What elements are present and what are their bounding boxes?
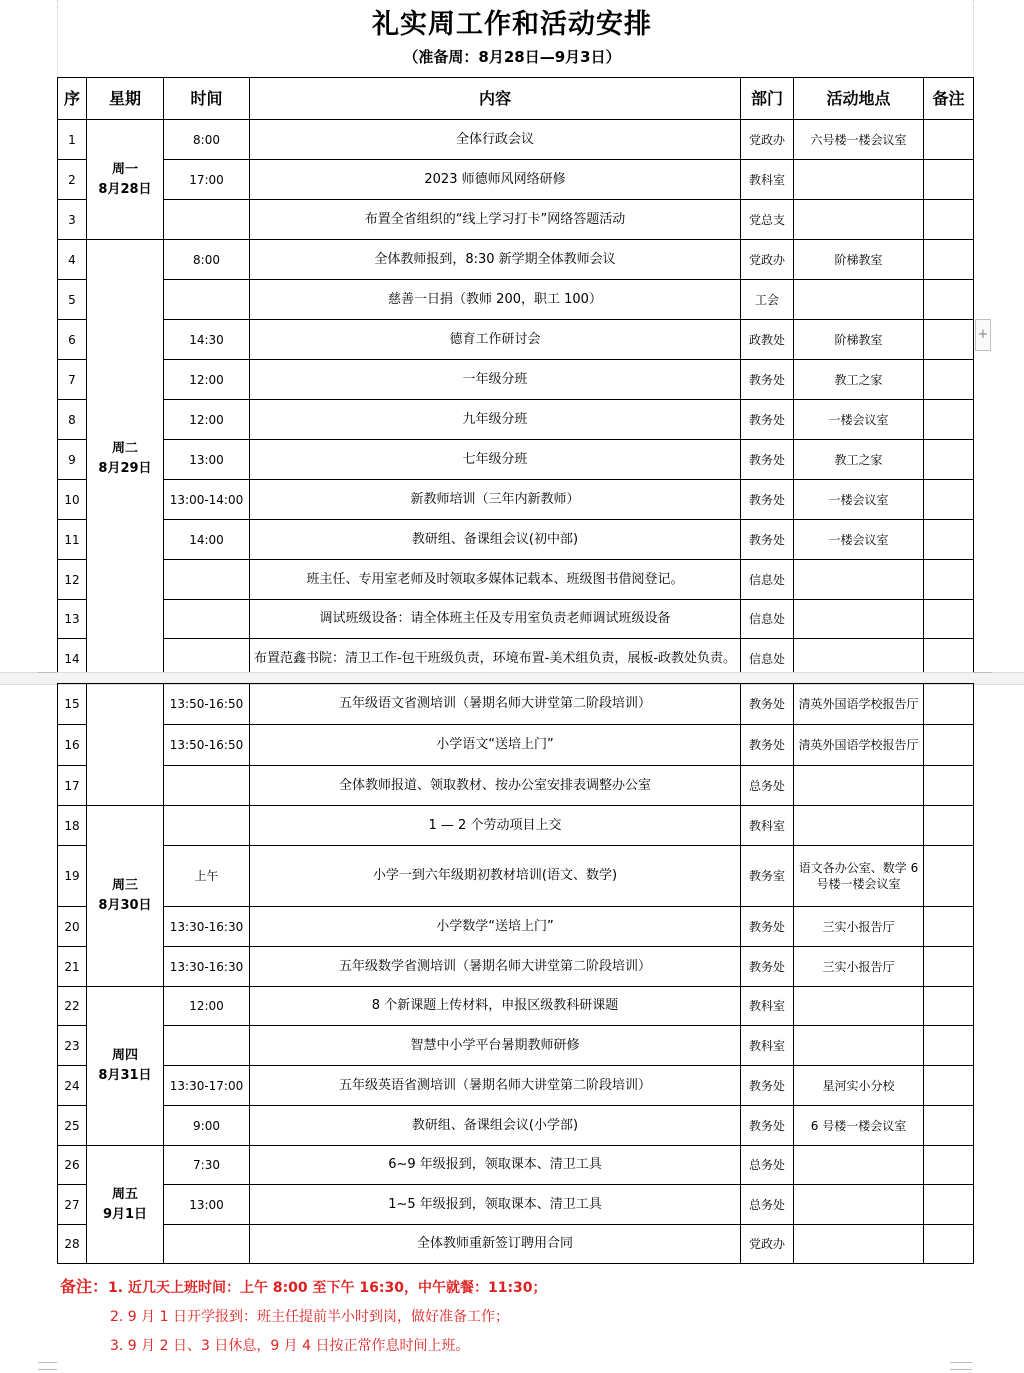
table-row [58,1066,974,1106]
row-remark [924,240,974,280]
row-time [164,766,250,806]
row-dept: 总务处 [741,766,794,806]
row-content: 班主任、专用室老师及时领取多媒体记载本、班级图书借阅登记。 [250,560,741,600]
table-row [58,520,974,560]
table-header-row [58,78,974,120]
row-no: 9 [58,440,87,480]
row-place [794,987,924,1026]
row-time: 13:30-16:30 [164,907,250,947]
row-content: 七年级分班 [250,440,741,480]
row-dept: 教务处 [741,907,794,947]
page-corner-mark [38,1362,57,1370]
note-line-2: 2. 9 月 1 日开学报到：班主任提前半小时到岗，做好准备工作； [110,1309,509,1325]
row-remark [924,684,974,725]
row-no: 26 [58,1146,87,1185]
table-row [58,1026,974,1066]
row-dept: 总务处 [741,1185,794,1225]
row-dept: 教务室 [741,846,794,907]
table-row [58,987,974,1026]
row-place [794,160,924,200]
table-row [58,947,974,987]
row-time: 8:00 [164,240,250,280]
row-content: 全体教师报道、领取教材、按办公室安排表调整办公室 [250,766,741,806]
table-row [58,160,974,200]
table-row [58,600,974,639]
row-content: 1~5 年级报到，领取课本、清卫工具 [250,1185,741,1225]
row-remark [924,160,974,200]
row-dept: 总务处 [741,1146,794,1185]
row-time: 13:00 [164,440,250,480]
row-remark [924,440,974,480]
add-row-icon[interactable]: + [975,319,991,351]
row-content: 2023 师德师风网络研修 [250,160,741,200]
row-dept: 党政办 [741,120,794,160]
row-remark [924,480,974,520]
row-time: 13:30-16:30 [164,947,250,987]
row-no: 27 [58,1185,87,1225]
row-content: 慈善一日捐（教师 200，职工 100） [250,280,741,320]
row-no: 1 [58,120,87,160]
row-time: 14:30 [164,320,250,360]
row-time: 12:00 [164,360,250,400]
row-time [164,1026,250,1066]
row-place: 一楼会议室 [794,400,924,440]
row-place [794,280,924,320]
row-remark [924,1225,974,1264]
row-time [164,806,250,846]
header-dept: 部门 [741,78,794,120]
row-content: 1 — 2 个劳动项目上交 [250,806,741,846]
row-time: 13:00 [164,1185,250,1225]
row-dept: 教科室 [741,160,794,200]
row-time [164,560,250,600]
row-place: 三实小报告厅 [794,907,924,947]
row-place: 清英外国语学校报告厅 [794,684,924,725]
row-dept: 教务处 [741,360,794,400]
table-row [58,806,974,846]
row-no: 3 [58,200,87,240]
row-content: 布置全省组织的“线上学习打卡”网络答题活动 [250,200,741,240]
day-cell-wed [87,806,164,987]
row-remark [924,1185,974,1225]
row-no: 22 [58,987,87,1026]
row-time [164,280,250,320]
day-name: 周一 [111,161,138,177]
row-place: 教工之家 [794,440,924,480]
row-time [164,200,250,240]
row-content: 智慧中小学平台暑期教师研修 [250,1026,741,1066]
row-place: 6 号楼一楼会议室 [794,1106,924,1146]
header-time: 时间 [164,78,250,120]
row-remark [924,400,974,440]
row-dept: 党总支 [741,200,794,240]
row-time: 上午 [164,846,250,907]
row-content: 教研组、备课组会议(小学部) [250,1106,741,1146]
note-text-1: 1. 近几天上班时间：上午 8:00 至下午 16:30，中午就餐：11:30； [108,1280,547,1296]
row-no: 18 [58,806,87,846]
row-content: 调试班级设备：请全体班主任及专用室负责老师调试班级设备 [250,600,741,639]
row-time: 9:00 [164,1106,250,1146]
row-time: 17:00 [164,160,250,200]
row-place [794,560,924,600]
day-date: 9月1日 [102,1206,148,1222]
row-no: 11 [58,520,87,560]
table-row [58,907,974,947]
header-content: 内容 [250,78,741,120]
row-remark [924,280,974,320]
row-content: 全体教师重新签订聘用合同 [250,1225,741,1264]
row-content: 一年级分班 [250,360,741,400]
row-dept: 党政办 [741,240,794,280]
row-remark [924,907,974,947]
table-row [58,120,974,160]
row-dept: 党政办 [741,1225,794,1264]
row-time: 13:30-17:00 [164,1066,250,1106]
table-row [58,766,974,806]
row-remark [924,987,974,1026]
row-place [794,1225,924,1264]
row-no: 20 [58,907,87,947]
row-content: 8 个新课题上传材料，申报区级教科研课题 [250,987,741,1026]
row-time [164,600,250,639]
note-line-3: 3. 9 月 2 日、3 日休息，9 月 4 日按正常作息时间上班。 [110,1338,470,1354]
row-place: 三实小报告厅 [794,947,924,987]
row-remark [924,360,974,400]
table-row [58,200,974,240]
day-name: 周三 [111,878,138,893]
row-place: 六号楼一楼会议室 [794,120,924,160]
row-content: 小学一到六年级期初教材培训(语文、数学) [250,846,741,907]
row-time: 12:00 [164,987,250,1026]
row-content: 教研组、备课组会议(初中部) [250,520,741,560]
row-no: 4 [58,240,87,280]
row-place: 一楼会议室 [794,480,924,520]
row-time: 14:00 [164,520,250,560]
table-row [58,440,974,480]
row-no: 16 [58,725,87,766]
row-content: 全体行政会议 [250,120,741,160]
table-row [58,725,974,766]
row-dept: 教务处 [741,1106,794,1146]
page-corner-mark [38,668,57,673]
row-time: 8:00 [164,120,250,160]
row-remark [924,725,974,766]
table-row [58,684,974,725]
row-no: 5 [58,280,87,320]
row-place [794,200,924,240]
row-dept: 教科室 [741,806,794,846]
row-place [794,1026,924,1066]
row-no: 12 [58,560,87,600]
row-remark [924,560,974,600]
row-content: 德育工作研讨会 [250,320,741,360]
row-dept: 信息处 [741,560,794,600]
row-dept: 教科室 [741,987,794,1026]
row-remark [924,1066,974,1106]
notes-block [60,1272,547,1361]
row-place: 阶梯教室 [794,320,924,360]
day-cell-tue [87,240,164,679]
row-time: 13:50-16:50 [164,684,250,725]
day-name: 周二 [111,441,138,456]
note-line-1 [60,1272,547,1303]
row-remark [924,1026,974,1066]
table-row [58,1225,974,1264]
row-remark [924,1146,974,1185]
row-no: 23 [58,1026,87,1066]
row-no: 19 [58,846,87,907]
page-subtitle: （准备周：8月28日—9月3日） [403,48,621,66]
row-place: 教工之家 [794,360,924,400]
day-cell-tue-continued [87,684,164,806]
row-remark [924,766,974,806]
row-content: 九年级分班 [250,400,741,440]
row-dept: 信息处 [741,639,794,679]
row-remark [924,120,974,160]
row-place: 阶梯教室 [794,240,924,280]
row-remark [924,806,974,846]
row-no: 24 [58,1066,87,1106]
row-content: 五年级英语省测培训（暑期名师大讲堂第二阶段培训） [250,1066,741,1106]
row-dept: 信息处 [741,600,794,639]
row-no: 15 [58,684,87,725]
day-date: 8月28日 [98,181,152,197]
header-day: 星期 [87,78,164,120]
row-remark [924,200,974,240]
row-place [794,806,924,846]
row-remark [924,947,974,987]
row-dept: 工会 [741,280,794,320]
table-row [58,320,974,360]
row-dept: 教务处 [741,684,794,725]
table-row [58,400,974,440]
row-remark [924,520,974,560]
table-row [58,1185,974,1225]
row-place [794,1185,924,1225]
row-content: 6~9 年级报到，领取课本、清卫工具 [250,1146,741,1185]
header-remark: 备注 [924,78,974,120]
day-date: 8月30日 [98,898,152,913]
table-row [58,846,974,907]
row-no: 14 [58,639,87,679]
row-time: 13:50-16:50 [164,725,250,766]
row-content: 五年级数学省测培训（暑期名师大讲堂第二阶段培训） [250,947,741,987]
row-remark [924,320,974,360]
row-place: 星河实小分校 [794,1066,924,1106]
row-time: 12:00 [164,400,250,440]
row-remark [924,846,974,907]
header-no: 序 [58,78,87,120]
page-corner-mark [950,1362,972,1370]
row-no: 2 [58,160,87,200]
row-content: 全体教师报到，8:30 新学期全体教师会议 [250,240,741,280]
row-content: 五年级语文省测培训（暑期名师大讲堂第二阶段培训） [250,684,741,725]
table-row [58,480,974,520]
row-no: 7 [58,360,87,400]
row-dept: 教务处 [741,947,794,987]
row-dept: 教务处 [741,520,794,560]
row-dept: 政教处 [741,320,794,360]
row-place [794,600,924,639]
row-content: 小学数学“送培上门” [250,907,741,947]
row-time: 13:00-14:00 [164,480,250,520]
schedule-table-part-2 [57,683,974,1264]
row-no: 10 [58,480,87,520]
row-dept: 教务处 [741,725,794,766]
table-row [58,1146,974,1185]
day-cell-fri [87,1146,164,1264]
row-time: 7:30 [164,1146,250,1185]
day-cell-mon [87,120,164,240]
table-row [58,240,974,280]
row-no: 25 [58,1106,87,1146]
row-dept: 教科室 [741,1026,794,1066]
day-name: 周五 [111,1186,138,1202]
row-place [794,1146,924,1185]
row-time [164,1225,250,1264]
row-place: 语文各办公室、数学 6 号楼一楼会议室 [794,846,924,907]
table-row [58,560,974,600]
row-dept: 教务处 [741,480,794,520]
table-row [58,360,974,400]
notes-label: 备注： [60,1277,109,1296]
day-date: 8月31日 [98,1068,152,1083]
row-content: 小学语文“送培上门” [250,725,741,766]
schedule-table-part-1 [57,77,974,679]
row-dept: 教务处 [741,440,794,480]
row-place: 一楼会议室 [794,520,924,560]
row-no: 28 [58,1225,87,1264]
row-place: 清英外国语学校报告厅 [794,725,924,766]
table-row [58,1106,974,1146]
row-no: 6 [58,320,87,360]
row-remark [924,600,974,639]
row-remark [924,1106,974,1146]
page-corner-mark [973,668,992,673]
row-dept: 教务处 [741,400,794,440]
row-content: 新教师培训（三年内新教师） [250,480,741,520]
header-place: 活动地点 [794,78,924,120]
day-date: 8月29日 [98,461,152,476]
day-cell-thu [87,987,164,1146]
table-row [58,280,974,320]
page-title: 礼实周工作和活动安排 [372,9,652,40]
day-name: 周四 [111,1048,138,1063]
row-no: 21 [58,947,87,987]
row-no: 13 [58,600,87,639]
row-no: 8 [58,400,87,440]
row-dept: 教务处 [741,1066,794,1106]
row-place [794,766,924,806]
row-content: 布置范鑫书院：清卫工作-包干班级负责，环境布置-美术组负责，展板-政教处负责。 [250,639,741,679]
row-no: 17 [58,766,87,806]
